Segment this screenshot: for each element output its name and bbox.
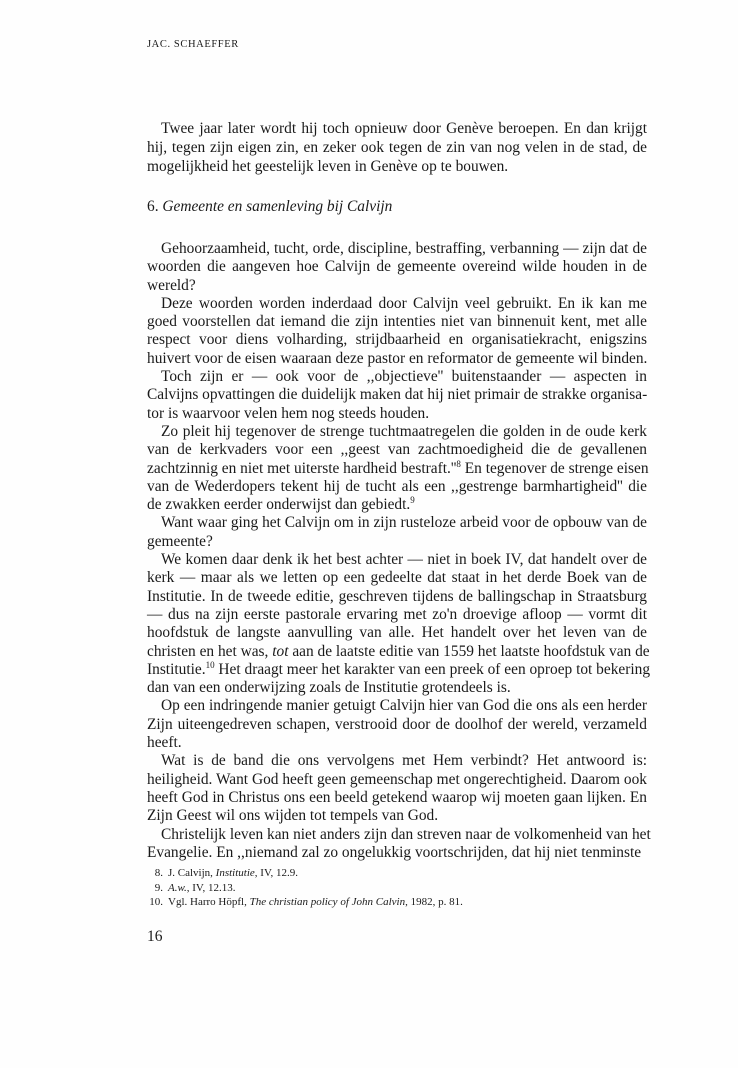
text-line — [147, 569, 647, 587]
text-run: We komen daar denk ik het best achter — niet in boek IV, dat handelt over de — [161, 551, 647, 569]
text-line — [147, 734, 647, 752]
text-run: gemeente? — [147, 532, 213, 550]
text-run: dan van een onderwijzing zoals de Institutie grotendeels is. — [147, 679, 511, 697]
text-line — [147, 606, 647, 624]
text-line — [147, 120, 647, 139]
footnote-number: 9. — [154, 881, 163, 894]
text-line — [147, 240, 647, 258]
text-line — [147, 807, 647, 825]
text-run: Wat is de band die ons vervolgens met Hem verbindt? Het antwoord is: — [161, 752, 647, 770]
text-line — [147, 588, 647, 606]
text-line — [147, 771, 647, 789]
text-line — [147, 441, 647, 459]
paragraph — [147, 825, 651, 863]
intro-text — [147, 120, 647, 176]
body-text — [147, 240, 651, 862]
text-run: J. Calvijn, — [168, 867, 216, 879]
text-run: Zijn Geest wil ons wijden tot tempels van God. — [147, 807, 439, 825]
section-heading — [147, 198, 392, 216]
text-line — [147, 295, 647, 313]
text-line — [147, 679, 647, 697]
footnote — [147, 881, 463, 896]
text-run: huivert voor de eisen waaraan deze pastor en reformator de gemeente wil binden. — [147, 349, 648, 367]
page-number: 16 — [147, 928, 163, 945]
footnote — [147, 866, 463, 881]
italic-text: tot — [272, 642, 289, 660]
text-run: Deze woorden worden inderdaad door Calvijn veel gebruikt. En ik kan me — [161, 294, 647, 312]
paragraph — [147, 423, 647, 514]
text-run: Evangelie. En ,,niemand zal zo ongelukkig voortschrijden, dat hij niet tenminste — [147, 843, 642, 861]
text-line — [147, 642, 650, 661]
text-line — [147, 350, 647, 368]
text-run: heiligheid. Want God heeft geen gemeenschap met ongerechtigheid. Daarom ook — [147, 770, 647, 788]
text-run: van de Wederdopers tekent hij de tucht als een ,,gestrenge barmhartigheid'' die — [147, 477, 647, 495]
text-line — [147, 158, 647, 177]
text-run: heeft. — [147, 734, 182, 752]
text-run: Institutie. — [147, 660, 206, 678]
text-run: kerk — maar als we letten op een gedeelte dat staat in het derde Boek van de — [147, 569, 647, 587]
text-line — [147, 139, 647, 158]
paragraph — [147, 697, 647, 752]
text-run: Zo pleit hij tegenover de strenge tuchtmaatregelen die golden in de oude kerk — [161, 422, 647, 440]
text-run: wereld? — [147, 276, 196, 294]
text-line — [147, 533, 647, 551]
text-run: , IV, 12.9. — [254, 867, 298, 879]
footnote — [147, 895, 463, 910]
paragraph — [147, 240, 647, 295]
italic-text: The christian policy of John Calvin — [249, 896, 406, 908]
text-line — [147, 789, 647, 807]
text-run: van de kerkvaders voor een ,,geest van zachtmoedigheid die de gevallenen — [147, 441, 647, 459]
text-line — [147, 368, 647, 386]
text-line — [147, 478, 647, 496]
paragraph — [147, 551, 651, 697]
text-run: Institutie. In de tweede editie, geschreven tijdens de ballingschap in Straatsburg — [147, 587, 647, 605]
text-line — [147, 313, 647, 331]
text-run: , IV, 12.13. — [186, 881, 236, 894]
text-line — [147, 386, 647, 404]
text-run: , 1982, p. 81. — [405, 896, 463, 908]
text-run: — dus na zijn eerste pastorale ervaring met zo'n droevige afloop — vormt dit — [147, 605, 647, 623]
italic-text: A.w. — [168, 881, 187, 894]
text-run: woorden die aangeven hoe Calvijn de gemeente overeind wilde houden in de — [147, 258, 647, 276]
text-run: Het draagt meer het karakter van een preek of een oproep tot bekering — [214, 660, 651, 678]
footnote-reference: 9 — [410, 495, 415, 506]
footnote-number: 8. — [154, 867, 163, 879]
footnote-number: 10. — [149, 896, 163, 908]
text-run: de zwakken eerder onderwijst dan gebiedt. — [147, 496, 411, 514]
text-line — [147, 514, 647, 532]
paragraph — [147, 295, 647, 368]
section-title: Gemeente en samenleving bij Calvijn — [162, 198, 393, 215]
text-line — [147, 423, 647, 441]
text-run: Calvijns opvattingen die duidelijk maken dat hij niet primair de strakke organisa- — [147, 386, 648, 404]
text-run: zachtzinnig en niet met uiterste hardheid bestraft.'' — [147, 459, 457, 477]
text-run: goed voorstellen dat iemand die zijn intenties niet van binnenuit kent, met alle — [147, 313, 647, 331]
text-run: mogelijkheid het geestelijk leven in Genève op te bouwen. — [147, 157, 509, 175]
paragraph — [147, 752, 647, 825]
text-run: Want waar ging het Calvijn om in zijn rusteloze arbeid voor de opbouw van de — [161, 514, 647, 532]
footnote-reference: 10 — [205, 659, 215, 670]
text-line — [147, 659, 651, 679]
running-head: JAC. SCHAEFFER — [147, 39, 239, 50]
text-run: Vgl. Harro Höpfl, — [168, 896, 250, 908]
text-line — [147, 405, 647, 423]
text-line — [147, 697, 647, 715]
text-run: Op een indringende manier getuigt Calvijn hier van God die ons als een herder — [161, 697, 647, 715]
text-line — [147, 496, 647, 514]
text-run: christen en het was, — [147, 642, 273, 660]
text-run: Christelijk leven kan niet anders zijn dan streven naar de volkomenheid van het — [161, 825, 651, 843]
text-line — [147, 551, 647, 569]
text-run: Twee jaar later wordt hij toch opnieuw door Genève beroepen. En dan krijgt — [161, 120, 647, 137]
text-run: heeft God in Christus ons een beeld getekend waarop wij moeten gaan lijken. En — [147, 788, 647, 806]
text-line — [147, 844, 647, 862]
paragraph — [147, 368, 647, 423]
paragraph — [147, 120, 647, 176]
text-run: Toch zijn er — ook voor de ,,objectieve'' buitenstaander — aspecten in — [161, 368, 647, 386]
text-run: tor is waarvoor velen hem nog steeds houden. — [147, 404, 430, 422]
text-run: Gehoorzaamheid, tucht, orde, discipline, bestraffing, verbanning — zijn dat de — [161, 240, 647, 257]
text-line — [147, 716, 647, 734]
footnotes — [147, 866, 463, 910]
paragraph — [147, 514, 647, 551]
text-line — [147, 825, 651, 844]
text-line — [147, 277, 647, 295]
text-run: Zijn uiteengedreven schapen, verstrooid door de doolhof der wereld, verzameld — [147, 715, 647, 733]
section-number: 6. — [147, 198, 159, 215]
text-line — [147, 752, 647, 770]
footnote-reference: 8 — [456, 458, 461, 469]
text-run: aan de laatste editie van 1559 het laatste hoofdstuk van de — [288, 642, 650, 660]
text-run: respect voor diens volharding, strijdbaarheid en organisatiekracht, enigszins — [147, 331, 647, 349]
text-line — [147, 258, 647, 276]
text-run: En tegenover de strenge eisen — [460, 459, 649, 477]
italic-text: Institutie — [215, 867, 255, 879]
text-run: hij, tegen zijn eigen zin, en zeker ook tegen de zin van nog velen in de stad, de — [147, 138, 647, 156]
text-line — [147, 331, 647, 349]
text-line — [147, 460, 647, 478]
text-run: hoofdstuk de langste aanvulling van alle. Het handelt over het leven van de — [147, 624, 647, 642]
text-line — [147, 624, 647, 642]
